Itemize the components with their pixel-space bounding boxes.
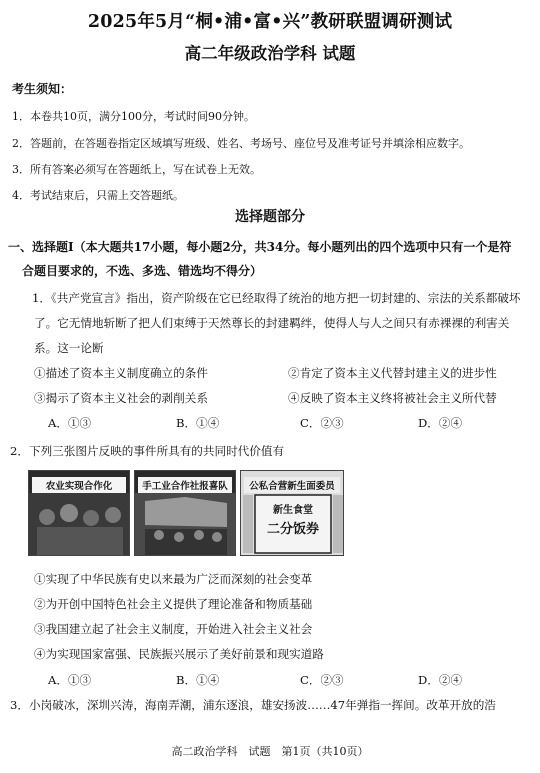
q1-option-b: B．①④ <box>176 416 220 430</box>
q1-option-a: A．①③ <box>48 416 92 430</box>
q2-statement-2: ②为开创中国特色社会主义提供了理论准备和物质基础 <box>34 597 313 611</box>
q1-statement-2: ②肯定了资本主义代替封建主义的进步性 <box>288 366 497 380</box>
part1-heading: 一、选择题Ⅰ（本大题共17小题，每小题2分，共34分。每小题列出的四个选项中只有一个是符 <box>8 240 512 254</box>
q2-statement-3: ③我国建立起了社会主义制度，开始进入社会主义社会 <box>34 622 313 636</box>
section-title: 选择题部分 <box>235 209 305 225</box>
q2-photos <box>28 470 344 556</box>
photo-crowd-image <box>29 471 130 556</box>
q1-option-d: D．②④ <box>418 416 463 430</box>
q2-option-c: C．②③ <box>300 673 344 687</box>
svg-text:二分饭券: 二分饭券 <box>266 522 320 537</box>
q1-stem-cont: 了。它无情地斩断了把人们束缚于天然尊长的封建羁绊，使得人与人之间只有赤裸裸的利害关 <box>34 316 510 330</box>
photo-caption: 手工业合作社报喜队 <box>138 477 232 493</box>
photo-caption: 公私合营新生面委员 <box>244 477 340 493</box>
q2-option-b: B．①④ <box>176 673 220 687</box>
q1-statement-4: ④反映了资本主义终将被社会主义所代替 <box>288 391 497 405</box>
q1-statement-1: ①描述了资本主义制度确立的条件 <box>34 366 208 380</box>
photo-handicraft <box>134 470 236 556</box>
notice-item: 3．所有答案必须写在答题纸上，写在试卷上无效。 <box>12 163 261 176</box>
photo-ticket-image <box>241 471 344 556</box>
q1-option-c: C．②③ <box>300 416 344 430</box>
q1-stem: 1．《共产党宣言》指出，资产阶级在它已经取得了统治的地方把一切封建的、宗法的关系都破坏 <box>32 291 521 305</box>
photo-joint-venture <box>240 470 344 556</box>
photo-parade-image <box>135 471 236 556</box>
q2-statement-1: ①实现了中华民族有史以来最为广泛而深刻的社会变革 <box>34 572 313 586</box>
q2-stem: 2．下列三张图片反映的事件所具有的共同时代价值有 <box>10 444 285 458</box>
notice-heading: 考生须知： <box>12 82 73 96</box>
photo-caption: 农业实现合作化 <box>32 477 126 493</box>
q3-stem: 3．小岗破冰，深圳兴涛，海南弄潮，浦东逐浪，雄安扬波……47年弹指一挥间。改革开放的浩 <box>10 698 496 712</box>
notice-item: 4．考试结束后，只需上交答题纸。 <box>12 189 184 202</box>
q2-option-d: D．②④ <box>418 673 463 687</box>
photo-agriculture <box>28 470 130 556</box>
q2-statement-4: ④为实现国家富强、民族振兴展示了美好前景和现实道路 <box>34 647 324 661</box>
exam-subtitle: 高二年级政治学科 试题 <box>184 44 356 63</box>
exam-title: 2025年5月“桐•浦•富•兴”教研联盟调研测试 <box>87 12 453 32</box>
notice-item: 2．答题前，在答题卷指定区域填写班级、姓名、考场号、座位号及准考证号并填涂相应数字。 <box>12 137 470 150</box>
q1-stem-cont: 系。这一论断 <box>34 341 104 355</box>
notice-item: 1．本卷共10页，满分100分，考试时间90分钟。 <box>12 110 255 123</box>
page-footer: 高二政治学科 试题 第1页（共10页） <box>171 745 369 758</box>
q1-statement-3: ③揭示了资本主义社会的剥削关系 <box>34 391 208 405</box>
part1-heading-cont: 合题目要求的，不选、多选、错选均不得分） <box>22 264 263 278</box>
q2-option-a: A．①③ <box>48 673 92 687</box>
svg-text:新生食堂: 新生食堂 <box>273 505 313 516</box>
